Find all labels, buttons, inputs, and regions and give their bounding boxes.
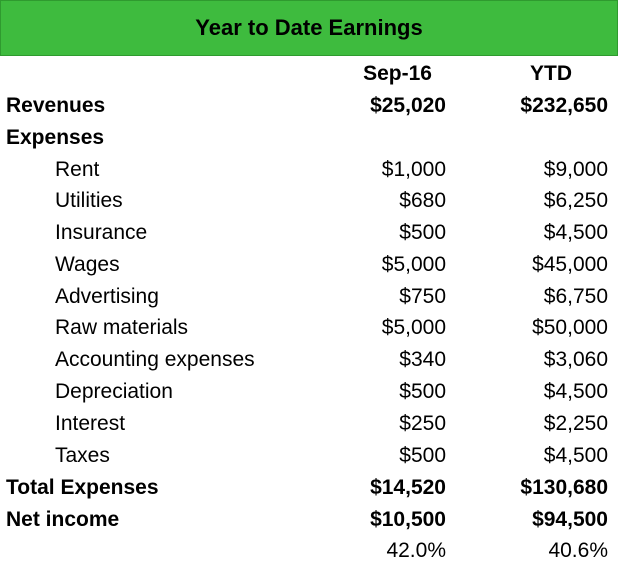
revenues-ytd: $232,650 (520, 94, 608, 117)
revenues-row (0, 90, 620, 122)
expense-row-wages (0, 249, 620, 281)
expense-row-interest (0, 408, 620, 440)
net-income-period: $10,500 (370, 508, 446, 531)
margin-ytd: 40.6% (548, 539, 608, 562)
revenues-period: $25,020 (370, 94, 446, 117)
expense-ytd: $50,000 (532, 316, 608, 339)
expense-period: $500 (399, 221, 446, 244)
net-income-ytd: $94,500 (532, 508, 608, 531)
expense-label: Raw materials (55, 316, 189, 339)
expense-ytd: $45,000 (532, 253, 608, 276)
expense-period: $750 (399, 285, 446, 308)
expenses-header: Expenses (6, 126, 105, 149)
total-expenses-label: Total Expenses (6, 476, 159, 499)
expense-period: $5,000 (381, 253, 446, 276)
expense-ytd: $4,500 (543, 444, 608, 467)
expense-ytd: $9,000 (543, 158, 608, 181)
expense-label: Advertising (55, 285, 159, 308)
expense-ytd: $3,060 (543, 348, 608, 371)
expenses-header-row (0, 122, 620, 154)
expense-row-rent (0, 154, 620, 186)
expense-period: $250 (399, 412, 446, 435)
expense-ytd: $4,500 (543, 221, 608, 244)
expense-ytd: $6,250 (543, 189, 608, 212)
expense-label: Interest (55, 412, 126, 435)
expense-label: Depreciation (55, 380, 173, 403)
expense-label: Utilities (55, 189, 123, 212)
expense-row-taxes (0, 440, 620, 472)
column-header-row (0, 58, 620, 90)
expense-period: $5,000 (381, 316, 446, 339)
expense-row-insurance (0, 217, 620, 249)
expense-ytd: $2,250 (543, 412, 608, 435)
expense-period: $340 (399, 348, 446, 371)
expense-label: Insurance (55, 221, 148, 244)
expense-row-depreciation (0, 376, 620, 408)
expense-row-advertising (0, 281, 620, 313)
column-header-ytd: YTD (530, 62, 572, 85)
margin-row (0, 535, 620, 567)
expense-label: Taxes (55, 444, 110, 467)
total-expenses-period: $14,520 (370, 476, 446, 499)
margin-period: 42.0% (386, 539, 446, 562)
column-header-period: Sep-16 (363, 62, 432, 85)
net-income-row (0, 504, 620, 536)
total-expenses-ytd: $130,680 (520, 476, 608, 499)
expense-ytd: $4,500 (543, 380, 608, 403)
title-bar (0, 0, 618, 56)
expense-period: $500 (399, 380, 446, 403)
total-expenses-row (0, 472, 620, 504)
expense-row-raw-materials (0, 312, 620, 344)
net-income-label: Net income (6, 508, 120, 531)
expense-ytd: $6,750 (543, 285, 608, 308)
expense-period: $1,000 (381, 158, 446, 181)
expense-label: Wages (55, 253, 120, 276)
expense-period: $500 (399, 444, 446, 467)
expense-period: $680 (399, 189, 446, 212)
expense-row-utilities (0, 185, 620, 217)
page-title: Year to Date Earnings (195, 15, 423, 40)
expense-row-accounting (0, 344, 620, 376)
expense-label: Rent (55, 158, 100, 181)
expense-label: Accounting expenses (55, 348, 255, 371)
revenues-label: Revenues (6, 94, 106, 117)
